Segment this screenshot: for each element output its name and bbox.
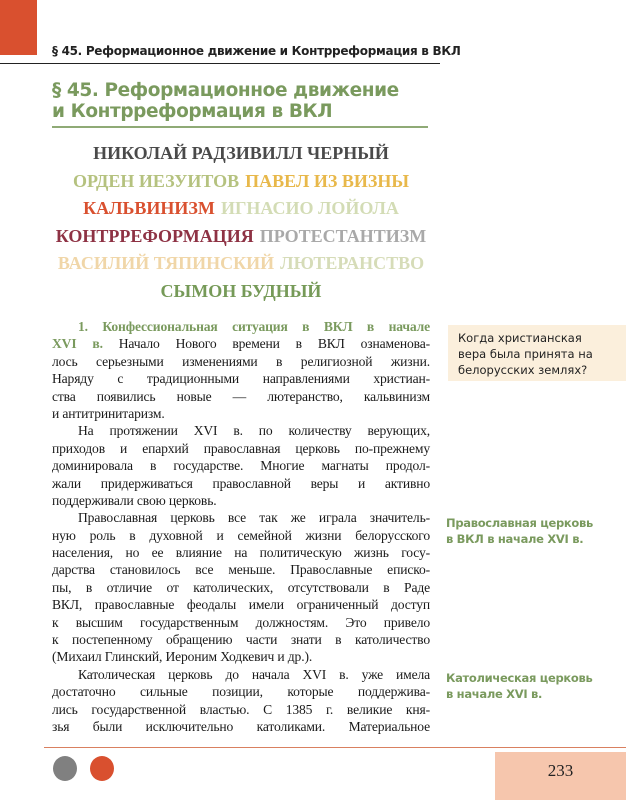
question-line: белорусских землях? — [458, 363, 588, 377]
keyword-row — [36, 168, 446, 196]
text-line: Католическая церковь до начала XVI в. уже имела — [78, 666, 430, 682]
body-text — [52, 318, 430, 735]
keyword: СЫМОН БУДНЫЙ — [160, 280, 322, 301]
keyword-row — [36, 250, 446, 278]
text-line: населения, но ее влияние на политическую жизнь госу- — [52, 545, 430, 561]
text-line: Наряду с традиционными направлениями христиан- — [52, 371, 430, 387]
page-number-box — [495, 752, 626, 800]
keyword-row — [36, 278, 446, 306]
keyword: ПАВЕЛ ИЗ ВИЗНЫ — [245, 170, 410, 191]
keyword: ОРДЕН ИЕЗУИТОВ — [72, 170, 240, 191]
text-line: ную роль в духовной и семейной жизни белорусского — [52, 527, 430, 543]
text-line — [52, 335, 430, 352]
note-line: Православная церковь — [446, 516, 593, 530]
question-box — [448, 325, 626, 381]
keyword: КОНТРРЕФОРМАЦИЯ — [55, 225, 254, 246]
corner-accent — [0, 0, 37, 55]
title-line-1: § 45. Реформационное движение — [52, 80, 399, 101]
text-line: приходов и епархий православная церковь по-прежнему — [52, 440, 430, 456]
text-line: ства появились новые — лютеранство, кальвинизм — [52, 388, 430, 404]
margin-note-catholic — [446, 670, 592, 702]
note-line: Католическая церковь — [446, 671, 593, 685]
text-line: к постепенному обращению части знати в католичество — [52, 632, 430, 648]
text-line: к высшим государственным должностям. Это привело — [52, 614, 430, 630]
keyword-cloud — [36, 140, 446, 306]
title-underline — [52, 126, 428, 128]
keyword-row — [36, 140, 446, 168]
header-divider — [0, 63, 440, 64]
paragraph-4 — [52, 666, 430, 736]
keyword-row — [36, 223, 446, 251]
paragraph-3 — [52, 509, 430, 666]
keyword: ПРОТЕСТАНТИЗМ — [259, 225, 427, 246]
paragraph-2 — [52, 422, 430, 509]
title-line-2: и Контрреформация в ВКЛ — [52, 101, 333, 122]
note-line: в начале XVI в. — [446, 687, 543, 701]
orange-dot-icon — [90, 756, 114, 781]
footer-divider — [44, 747, 626, 748]
text-line: жали придерживаться православной веры и активно — [52, 475, 430, 491]
text-line: (Михаил Глинский, Иероним Ходкевич и др.). — [52, 649, 313, 665]
keyword: НИКОЛАЙ РАДЗИВИЛЛ ЧЕРНЫЙ — [93, 143, 389, 163]
keyword: КАЛЬВИНИЗМ — [83, 198, 215, 219]
text-line: доминировала в государстве. Многие магнаты продол- — [52, 458, 430, 474]
text-line: дарства становилось все меньше. Православные еписко- — [52, 562, 430, 578]
keyword: ЛЮТЕРАНСТВО — [280, 253, 425, 274]
text-line: лось серьезными изменениями в религиозной жизни. — [52, 353, 430, 369]
text-line: На протяжении XVI в. по количеству верующих, — [78, 423, 430, 439]
keyword: ИГНАСИО ЛОЙОЛА — [220, 198, 399, 219]
note-line: в ВКЛ в начале XVI в. — [446, 532, 584, 546]
text-line — [52, 318, 430, 335]
question-line: Когда христианская — [458, 331, 582, 345]
keyword-row — [36, 195, 446, 223]
text-line: достаточно сильные позиции, которые поддержива- — [52, 684, 430, 700]
paragraph-1 — [52, 353, 430, 423]
page-title — [52, 80, 399, 122]
question-line: вера была принята на — [458, 347, 593, 361]
section-heading: XVI в. — [52, 336, 103, 352]
keyword: ВАСИЛИЙ ТЯПИНСКИЙ — [57, 253, 275, 274]
section-heading: 1. Конфессиональная ситуация в ВКЛ в начале — [78, 319, 430, 334]
page-number: 233 — [547, 761, 574, 780]
text-line: лись государственной властью. С 1385 г. великие кня- — [52, 701, 430, 717]
text-span: Начало Нового времени в ВКЛ ознаменова- — [102, 336, 430, 352]
text-line: пы, в отличие от католических, отсутствовали в Раде — [52, 579, 430, 595]
text-line: зья были исключительно католиками. Материальное — [52, 718, 430, 734]
text-line: поддерживали свою церковь. — [52, 492, 217, 508]
running-header: § 45. Реформационное движение и Контрреформация в ВКЛ — [52, 44, 461, 58]
text-line: Православная церковь все так же играла значитель- — [78, 510, 430, 526]
margin-note-orthodox — [446, 515, 593, 547]
text-line: и антитринитаризм. — [52, 405, 165, 421]
gray-dot-icon — [53, 756, 77, 781]
text-line: ВКЛ, православные феодалы имели ограниченный доступ — [52, 597, 430, 613]
